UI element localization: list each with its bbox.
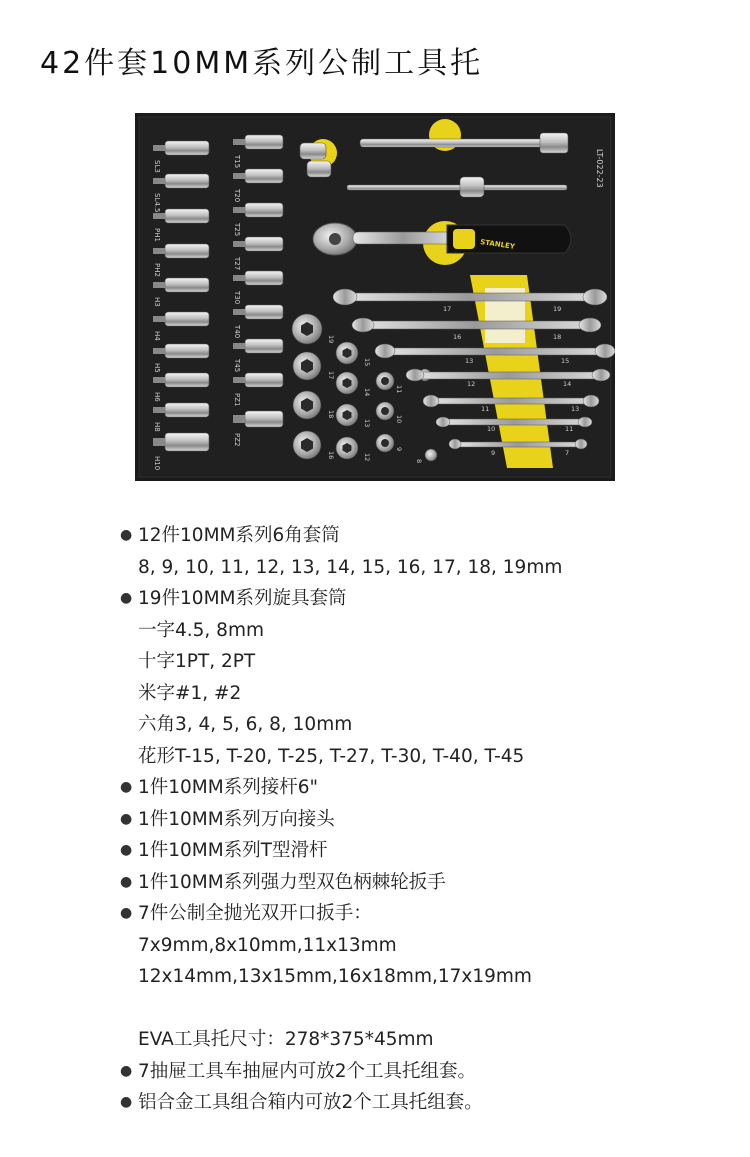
bit-label-right-8: PZ2 [233,433,241,447]
page-title: 42件套10MM系列公制工具托 [40,46,484,81]
list-item-detail: 一字4.5, 8mm [138,619,264,641]
bullet-icon: ● [120,810,133,827]
bit-label-right-7: PZ1 [233,393,241,407]
socket-label-8: 11 [395,385,403,394]
spec-list [120,520,720,1119]
bit-label-left-1: SL4.5 [153,193,161,213]
bit-label-right-6: T45 [233,359,241,373]
bit-label-right-1: T20 [233,189,241,203]
list-item: ● 7抽屉工具车抽屉内可放2个工具托组套。 [120,1056,720,1088]
list-item-detail: 8, 9, 10, 11, 12, 13, 14, 15, 16, 17, 18, 19mm [138,556,563,578]
wrench-label-right-4: 13 [571,405,580,413]
bullet-icon: ● [120,1062,133,1079]
list-item: ● 19件10MM系列旋具套筒 [120,583,720,615]
socket-label-10: 9 [395,447,403,452]
bit-label-left-9: H10 [153,456,161,471]
wrench-label-right-3: 14 [563,380,572,388]
list-item-detail: 六角3, 4, 5, 6, 8, 10mm [138,714,353,735]
tool-tray-photo [135,113,615,481]
socket-label-7: 12 [363,453,371,462]
bit-label-left-7: H6 [153,392,161,402]
socket-label-3: 16 [327,451,335,460]
bullet-icon: ● [120,1094,133,1110]
list-item-detail: 12x14mm,13x15mm,16x18mm,17x19mm [138,966,532,987]
spacer [120,993,720,1025]
tray-size-line: EVA工具托尺寸：278*375*45mm [138,1029,434,1050]
socket-label-4: 15 [363,358,371,367]
wrench-label-right-5: 11 [565,425,574,433]
list-item: ● 7件公制全抛光双开口扳手： [120,898,720,930]
wrench-label-right-2: 15 [561,357,570,365]
bit-label-left-4: H3 [153,297,161,307]
socket-label-0: 19 [327,335,335,344]
bit-labels-right [233,154,241,446]
bit-label-right-2: T25 [233,223,241,237]
wrench-label-left-6: 9 [491,449,496,457]
list-item-detail: 花形T-15, T-20, T-25, T-27, T-30, T-40, T-45 [138,745,525,767]
wrench-label-right-0: 19 [553,305,562,313]
bit-label-right-4: T30 [233,291,241,305]
list-item-detail: 十字1PT, 2PT [138,651,256,672]
bit-label-left-5: H4 [153,331,161,341]
wrench-label-left-1: 16 [453,333,462,341]
socket-label-6: 13 [363,419,371,428]
bit-label-left-8: H8 [153,422,161,432]
bit-label-left-0: SL3 [153,160,161,173]
list-item-detail: 米字#1, #2 [138,682,242,704]
list-item: ● 1件10MM系列接杆6" [120,772,720,804]
bullet-icon: ● [120,779,133,795]
bullet-icon: ● [120,873,133,890]
bit-label-left-2: PH1 [153,228,161,242]
socket-label-2: 18 [327,410,335,419]
bit-label-right-3: T27 [233,257,241,271]
socket-label-9: 10 [395,415,403,424]
brand-text: STANLEY [479,238,516,251]
wrench-label-left-4: 11 [481,405,490,413]
tray-code-label: LT-022-23 [595,149,604,188]
wrench-label-right-6: 7 [565,449,570,457]
bullet-icon: ● [120,905,133,921]
bullet-icon: ● [120,527,133,543]
wrench-label-left-3: 12 [467,380,476,388]
socket-label-5: 14 [363,388,371,397]
bit-label-right-0: T15 [233,155,241,169]
bullet-icon: ● [120,842,133,858]
bit-label-right-5: T40 [233,325,241,339]
list-item-detail: 7x9mm,8x10mm,11x13mm [138,934,397,956]
list-item: ● 铝合金工具组合箱内可放2个工具托组套。 [120,1087,720,1119]
wrench-label-left-5: 10 [487,425,496,433]
bullet-icon: ● [120,590,133,606]
list-item: ● 12件10MM系列6角套筒 [120,520,720,552]
bit-label-left-6: H5 [153,363,161,373]
socket-label-11: 8 [415,459,423,464]
wrench-label-left-2: 13 [465,357,474,365]
bit-label-left-3: PH2 [153,263,161,277]
list-item: ● 1件10MM系列T型滑杆 [120,835,720,867]
socket-label-1: 17 [327,371,335,380]
list-item: ● 1件10MM系列万向接头 [120,804,720,836]
wrench-label-left-0: 17 [443,305,452,313]
list-item: ● 1件10MM系列强力型双色柄棘轮扳手 [120,867,720,899]
wrench-label-right-1: 18 [553,333,562,341]
